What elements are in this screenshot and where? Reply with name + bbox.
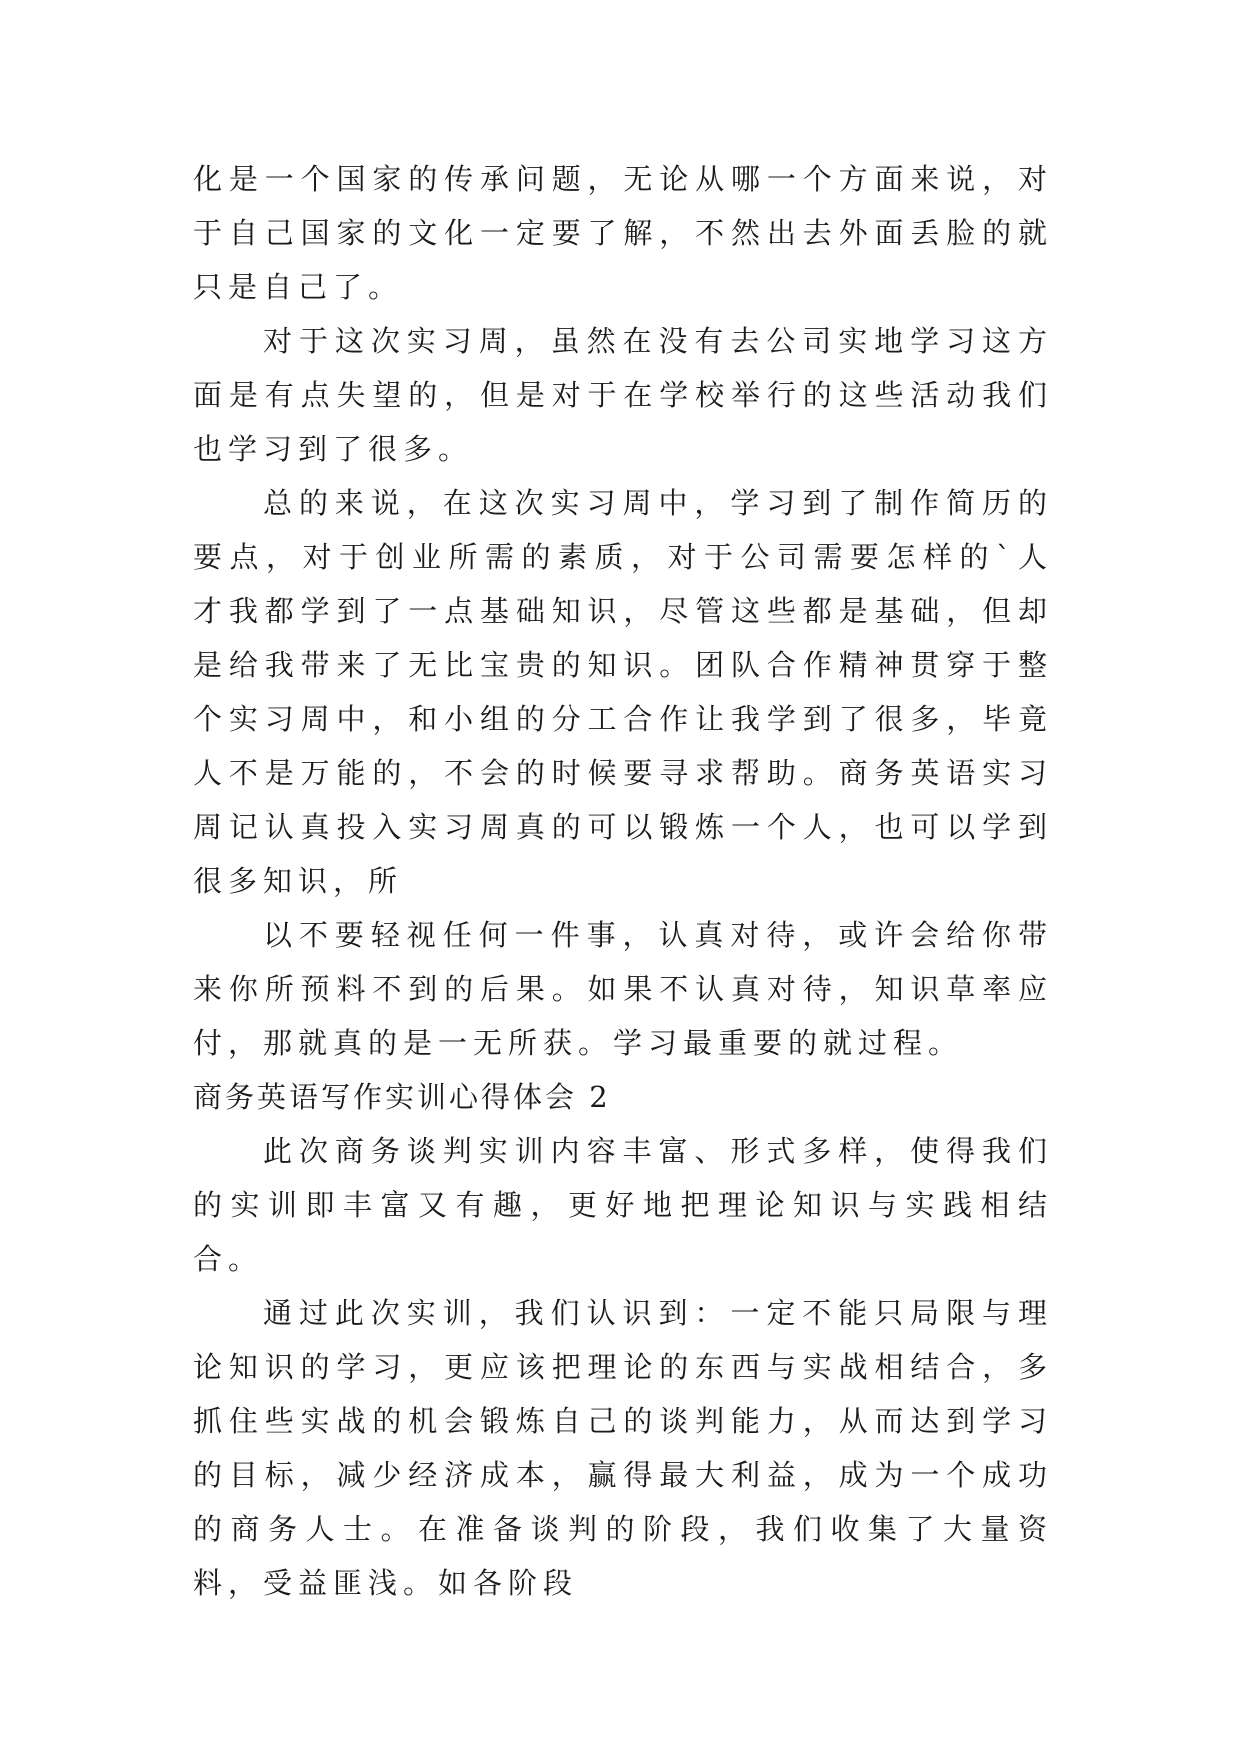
- paragraph-1: 化是一个国家的传承问题，无论从哪一个方面来说，对于自己国家的文化一定要了解，不然出去外面丢脸的就只是自己了。: [193, 162, 1053, 304]
- section-heading: 商务英语写作实训心得体会 2: [193, 1080, 611, 1114]
- paragraph-5: 此次商务谈判实训内容丰富、形式多样，使得我们的实训即丰富又有趣，更好地把理论知识与实践相结合。: [193, 1134, 1053, 1276]
- paragraph-3: 总的来说，在这次实习周中，学习到了制作简历的要点，对于创业所需的素质，对于公司需要怎样的`人才我都学到了一点基础知识，尽管这些都是基础，但却是给我带来了无比宝贵的知识。团队合作精神贯穿于整个实习周中，和小组的分工合作让我学到了很多，毕竟人不是万能的，不会的时候要寻求帮助。商务英语实习周记认真投入实习周真的可以锻炼一个人，也可以学到很多知识，所: [193, 486, 1053, 898]
- paragraph-6: 通过此次实训，我们认识到：一定不能只局限与理论知识的学习，更应该把理论的东西与实战相结合，多抓住些实战的机会锻炼自己的谈判能力，从而达到学习的目标，减少经济成本，赢得最大利益，成为一个成功的商务人士。在准备谈判的阶段，我们收集了大量资料，受益匪浅。如各阶段: [193, 1296, 1053, 1600]
- paragraph-4: 以不要轻视任何一件事，认真对待，或许会给你带来你所预料不到的后果。如果不认真对待，知识草率应付，那就真的是一无所获。学习最重要的就过程。: [193, 918, 1053, 1060]
- document-page: [193, 152, 1053, 1610]
- paragraph-2: 对于这次实习周，虽然在没有去公司实地学习这方面是有点失望的，但是对于在学校举行的这些活动我们也学习到了很多。: [193, 324, 1053, 466]
